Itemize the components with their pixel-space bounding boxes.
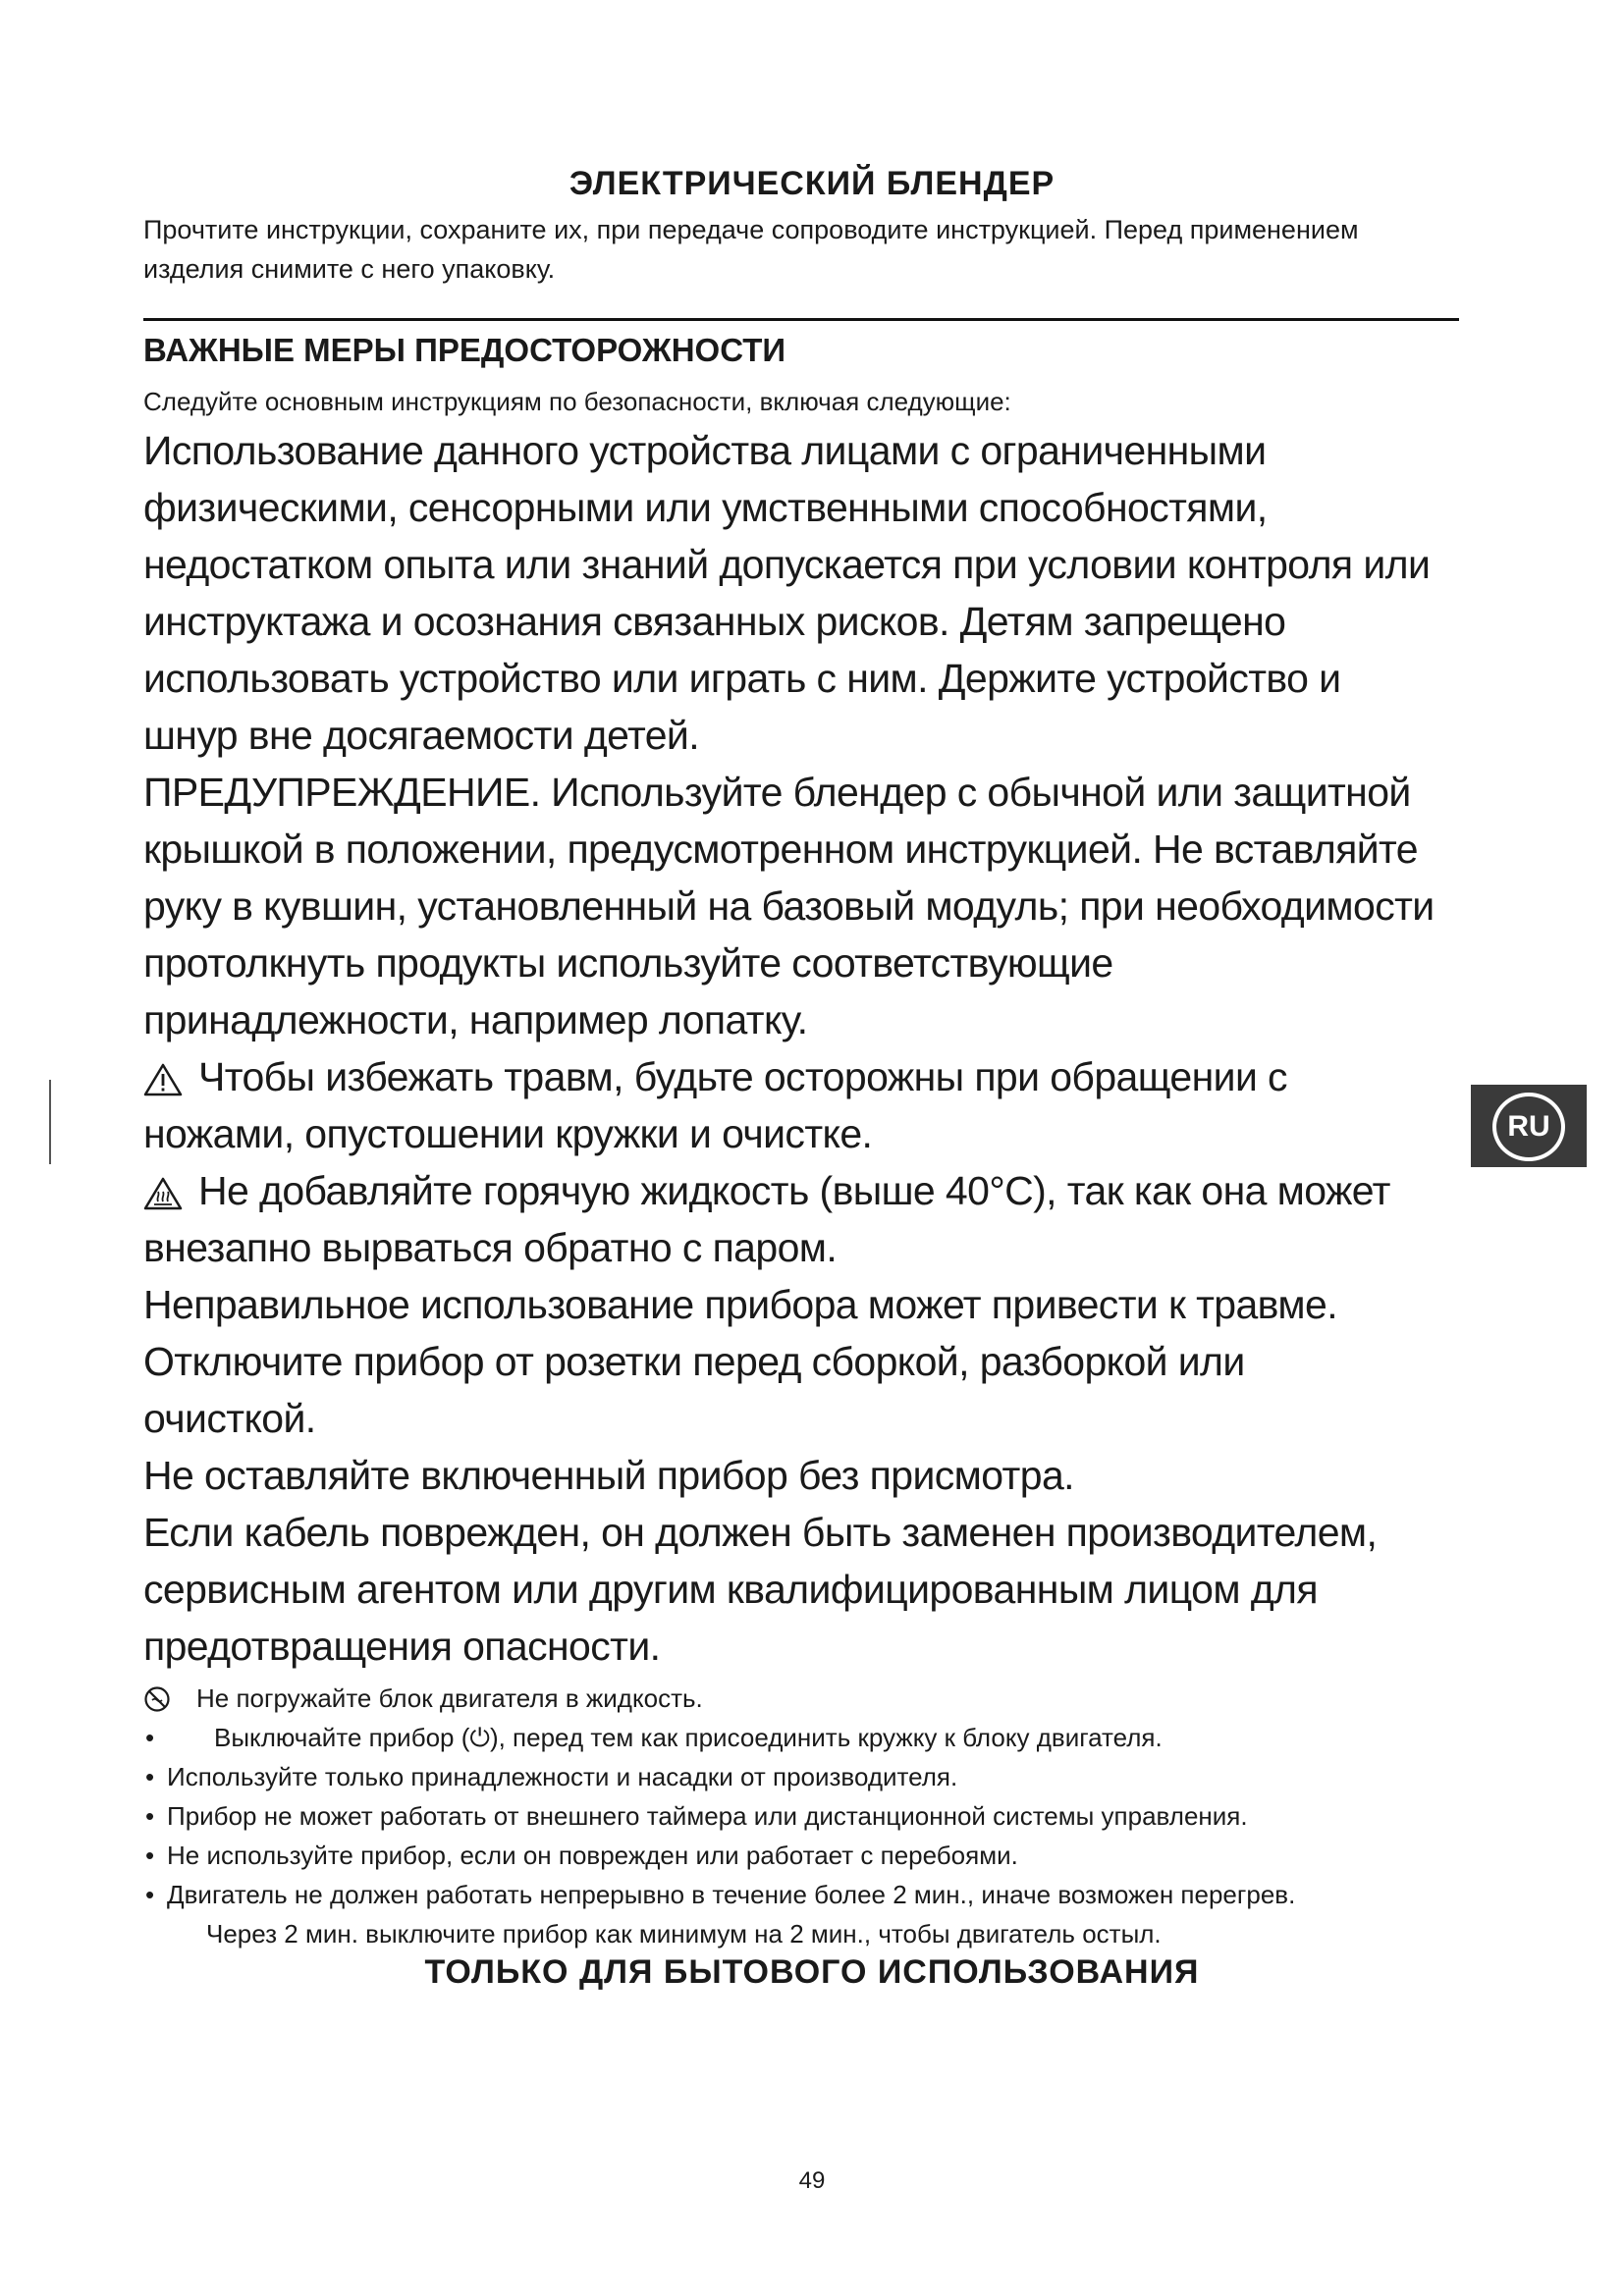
- knife-warning-line-2: ножами, опустошении кружки и очистке.: [143, 1111, 873, 1156]
- language-code: RU: [1492, 1093, 1565, 1161]
- knife-warning-line-1: Чтобы избежать травм, будьте осторожны при обращении с: [198, 1054, 1287, 1099]
- no-immerse-text: Не погружайте блок двигателя в жидкость.: [196, 1683, 703, 1713]
- knife-warning: [143, 1048, 1489, 1105]
- safety-line: Использование данного устройства лицами с ограниченными: [143, 428, 1267, 473]
- safety-line: крышкой в положении, предусмотренном инструкцией. Не вставляйте: [143, 827, 1418, 872]
- additional-instructions: [143, 1679, 1489, 1953]
- language-badge: [1471, 1085, 1587, 1167]
- safety-line: очисткой.: [143, 1396, 316, 1441]
- hot-liquid-warning-line-2: внезапно вырваться обратно с паром.: [143, 1225, 838, 1270]
- list-item: • Прибор не может работать от внешнего таймера или дистанционной системы управления.: [143, 1796, 1489, 1836]
- intro-paragraph: [143, 210, 1459, 289]
- hot-liquid-warning-line-1: Не добавляйте горячую жидкость (выше 40°C), так как она может: [198, 1168, 1390, 1213]
- list-item-continuation: Через 2 мин. выключите прибор как минимум на 2 мин., чтобы двигатель остыл.: [206, 1919, 1162, 1949]
- safety-line: ПРЕДУПРЕЖДЕНИЕ. Используйте блендер с обычной или защитной: [143, 770, 1411, 815]
- hot-surface-warning-icon: [143, 1176, 183, 1211]
- safety-line: руку в кувшин, установленный на базовый модуль; при необходимости: [143, 883, 1435, 929]
- section-divider: [143, 318, 1459, 321]
- safety-line: сервисным агентом или другим квалифицированным лицом для: [143, 1567, 1318, 1612]
- hot-liquid-warning: [143, 1162, 1489, 1219]
- safety-line: использовать устройство или играть с ним. Держите устройство и: [143, 656, 1341, 701]
- safety-line: шнур вне досягаемости детей.: [143, 713, 700, 758]
- safety-line: физическими, сенсорными или умственными способностями,: [143, 485, 1268, 530]
- intro-line-2: изделия снимите с него упаковку.: [143, 254, 556, 284]
- safety-line: Отключите прибор от розетки перед сборкой, разборкой или: [143, 1339, 1245, 1384]
- list-item: • Используйте только принадлежности и насадки от производителя.: [143, 1757, 1489, 1796]
- safety-line: Если кабель поврежден, он должен быть заменен производителем,: [143, 1510, 1378, 1555]
- safety-instructions: [143, 422, 1489, 1675]
- safety-heading: ВАЖНЫЕ МЕРЫ ПРЕДОСТОРОЖНОСТИ: [143, 332, 786, 368]
- safety-line: протолкнуть продукты используйте соответствующие: [143, 940, 1113, 986]
- intro-line-1: Прочтите инструкции, сохраните их, при передаче сопроводите инструкцией. Перед применением: [143, 215, 1359, 244]
- margin-bar: [49, 1080, 51, 1164]
- page-number: 49: [798, 2167, 826, 2194]
- household-use-heading: ТОЛЬКО ДЛЯ БЫТОВОГО ИСПОЛЬЗОВАНИЯ: [424, 1953, 1200, 1991]
- do-not-immerse-icon: [143, 1685, 171, 1713]
- safety-line: недостатком опыта или знаний допускается при условии контроля или: [143, 542, 1431, 587]
- document-title: ЭЛЕКТРИЧЕСКИЙ БЛЕНДЕР: [568, 165, 1056, 202]
- safety-line: инструктажа и осознания связанных рисков. Детям запрещено: [143, 599, 1286, 644]
- list-item: • Не используйте прибор, если он поврежден или работает с перебоями.: [143, 1836, 1489, 1875]
- warning-triangle-icon: [143, 1062, 183, 1097]
- safety-intro: Следуйте основным инструкциям по безопасности, включая следующие:: [143, 387, 1011, 416]
- safety-line: принадлежности, например лопатку.: [143, 997, 808, 1042]
- safety-line: Неправильное использование прибора может привести к травме.: [143, 1282, 1337, 1327]
- no-immerse-item: [143, 1679, 1489, 1718]
- list-item: • Двигатель не должен работать непрерывно в течение более 2 мин., иначе возможен перегрев.: [143, 1875, 1489, 1914]
- safety-line: Не оставляйте включенный прибор без присмотра.: [143, 1453, 1074, 1498]
- list-item: • Выключайте прибор (⏻), перед тем как присоединить кружку к блоку двигателя.: [143, 1718, 1489, 1757]
- safety-line: предотвращения опасности.: [143, 1624, 661, 1669]
